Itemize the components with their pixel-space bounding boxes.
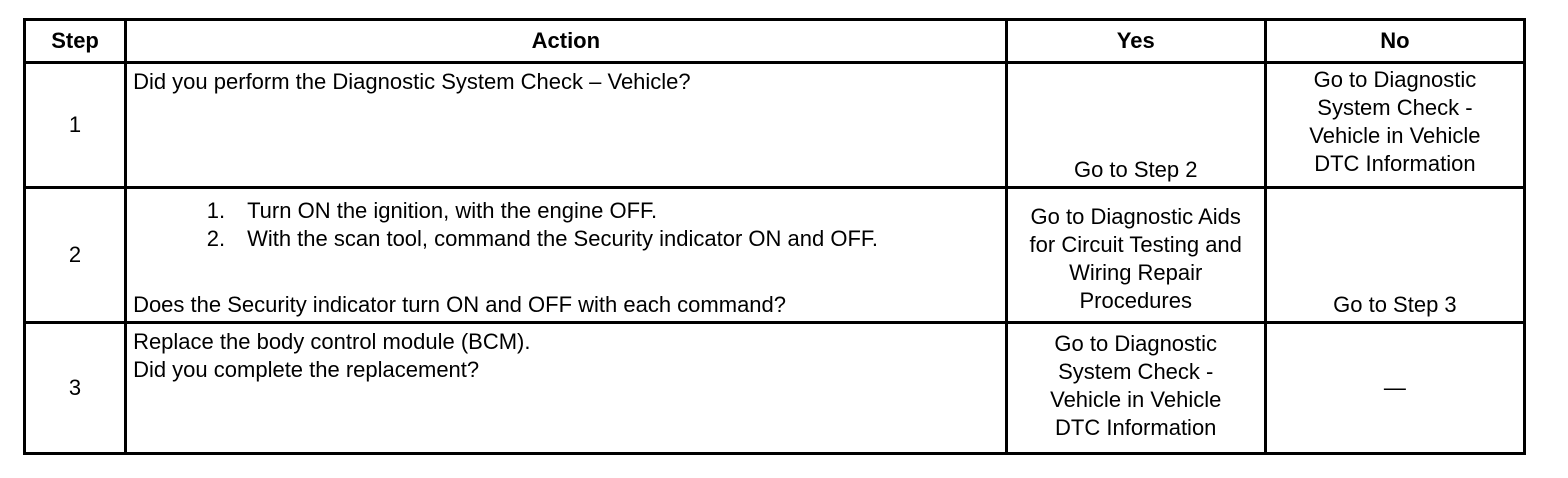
yes-line: Go to Diagnostic Aids <box>1030 204 1241 229</box>
yes-cell <box>1006 63 1265 188</box>
header-step: Step <box>25 20 126 63</box>
yes-link[interactable]: Go to Step 2 <box>1073 157 1198 182</box>
no-line: DTC Information <box>1314 151 1476 176</box>
list-item <box>127 225 1005 253</box>
yes-line: Go to Diagnostic <box>1054 331 1218 356</box>
list-item <box>127 197 1005 225</box>
no-cell <box>1265 188 1524 323</box>
action-cell <box>126 63 1007 188</box>
action-text <box>127 324 1005 384</box>
header-no: No <box>1265 20 1524 63</box>
table-row <box>25 323 1525 454</box>
action-cell <box>126 188 1007 323</box>
no-link[interactable]: Go to Step 3 <box>1333 292 1457 317</box>
step-number: 1 <box>25 63 126 188</box>
yes-line: Procedures <box>1079 288 1192 313</box>
action-question: Does the Security indicator turn ON and OFF with each command? <box>133 292 787 317</box>
action-line: Replace the body control module (BCM). <box>133 329 531 354</box>
header-action: Action <box>126 20 1007 63</box>
yes-link[interactable] <box>1008 189 1264 315</box>
yes-cell <box>1006 188 1265 323</box>
no-line: Vehicle in Vehicle <box>1309 123 1481 148</box>
table-header-row <box>25 20 1525 63</box>
yes-cell <box>1006 323 1265 454</box>
step-number: 2 <box>25 188 126 323</box>
yes-line: System Check - <box>1058 359 1214 384</box>
no-cell <box>1265 63 1524 188</box>
list-item-number: 2. <box>206 226 226 251</box>
no-cell <box>1265 323 1524 454</box>
yes-line: for Circuit Testing and <box>1029 232 1242 257</box>
yes-link[interactable] <box>1008 324 1264 442</box>
no-dash: — <box>1383 375 1406 400</box>
table-row <box>25 188 1525 323</box>
action-steps-list <box>127 189 1005 253</box>
action-line: Did you complete the replacement? <box>133 357 480 382</box>
no-line: System Check - <box>1317 95 1473 120</box>
yes-line: Wiring Repair <box>1069 260 1203 285</box>
yes-line: DTC Information <box>1055 415 1217 440</box>
action-cell <box>126 323 1007 454</box>
step-number: 3 <box>25 323 126 454</box>
header-yes: Yes <box>1006 20 1265 63</box>
list-item-text: Turn ON the ignition, with the engine OFF. <box>247 198 658 223</box>
list-item-text: With the scan tool, command the Security indicator ON and OFF. <box>247 226 878 251</box>
yes-line: Vehicle in Vehicle <box>1050 387 1222 412</box>
action-text: Did you perform the Diagnostic System Check – Vehicle? <box>133 69 691 94</box>
no-line: Go to Diagnostic <box>1313 67 1477 92</box>
table-row <box>25 63 1525 188</box>
no-link[interactable] <box>1267 64 1523 178</box>
list-item-number: 1. <box>206 198 226 223</box>
diagnostic-table <box>23 18 1526 455</box>
